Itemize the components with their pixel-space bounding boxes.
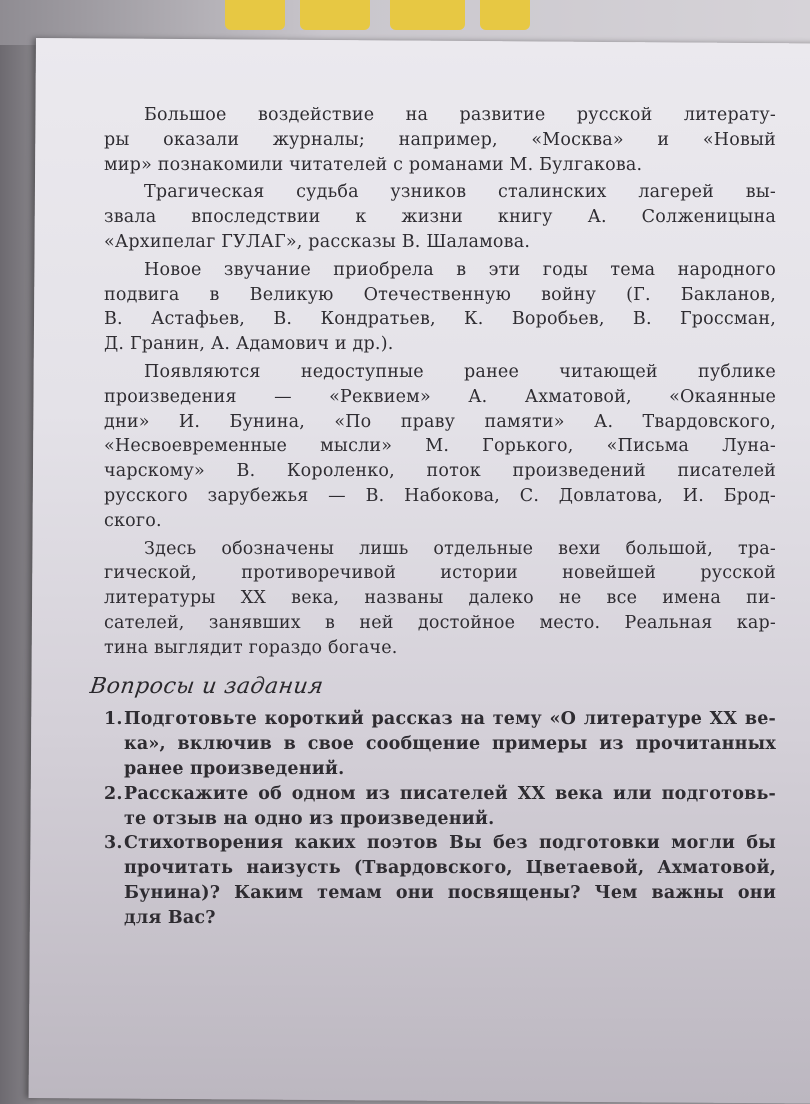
question-line: для Вас? <box>124 907 216 928</box>
body-paragraphs <box>104 103 776 661</box>
background-decoration <box>225 0 285 30</box>
text-line: «Архипелаг ГУЛАГ», рассказы В. Шаламова. <box>104 231 531 252</box>
question-line: Расскажите об одном из писателей XX века или подготовь- <box>124 783 776 804</box>
text-line: русского зарубежья — В. Набокова, С. Довлатова, И. Брод- <box>104 485 776 506</box>
text-line: дни» И. Бунина, «По праву памяти» А. Твардовского, <box>104 411 776 432</box>
text-line: тина выглядит гораздо богаче. <box>104 637 398 658</box>
paragraph <box>104 103 776 177</box>
question-line: те отзыв на одно из произведений. <box>124 808 495 829</box>
question-item <box>104 782 776 832</box>
question-line: прочитать наизусть (Твардовского, Цветаевой, Ахматовой, <box>124 858 776 879</box>
paragraph <box>104 537 776 661</box>
question-item <box>104 707 776 781</box>
text-line: Здесь обозначены лишь отдельные вехи большой, тра- <box>144 538 776 559</box>
question-number: 1. <box>104 709 123 730</box>
question-number: 3. <box>104 833 123 854</box>
text-line: «Несвоевременные мысли» М. Горького, «Письма Луна- <box>104 436 776 457</box>
text-line: подвига в Великую Отечественную войну (Г. Бакланов, <box>104 284 776 305</box>
text-line: ры оказали журналы; например, «Москва» и «Новый <box>104 129 776 150</box>
question-line: ранее произведений. <box>124 758 345 779</box>
text-line: сателей, занявших в ней достойное место. Реальная кар- <box>104 612 776 633</box>
question-line: Подготовьте короткий рассказ на тему «О литературе XX ве- <box>124 709 776 730</box>
questions-heading: Вопросы и задания <box>88 673 326 699</box>
background-decoration <box>390 0 465 30</box>
text-line: мир» познакомили читателей с романами М. Булгакова. <box>104 154 643 175</box>
background-decoration <box>300 0 370 30</box>
question-line: Бунина)? Каким темам они посвящены? Чем важны они <box>124 882 776 903</box>
text-line: В. Астафьев, В. Кондратьев, К. Воробьев, В. Гроссман, <box>104 309 776 330</box>
text-line: произведения — «Реквием» А. Ахматовой, «Окаянные <box>104 386 776 407</box>
paragraph <box>104 258 776 357</box>
text-line: звала впоследствии к жизни книгу А. Солженицына <box>104 207 776 228</box>
question-line: ка», включив в свое сообщение примеры из прочитанных <box>124 734 776 755</box>
text-line: чарскому» В. Короленко, поток произведений писателей <box>104 461 776 482</box>
page-text <box>88 103 776 931</box>
text-line: Д. Гранин, А. Адамович и др.). <box>104 334 394 355</box>
text-line: Новое звучание приобрела в эти годы тема народного <box>144 259 776 280</box>
paragraph <box>104 180 776 254</box>
questions-list <box>104 707 776 930</box>
text-line: Большое воздействие на развитие русской литерату- <box>144 105 776 125</box>
background-decoration <box>480 0 530 30</box>
text-line: ского. <box>104 510 162 531</box>
question-number: 2. <box>104 783 123 804</box>
text-line: Появляются недоступные ранее читающей публике <box>144 361 776 382</box>
text-line: гической, противоречивой истории новейшей русской <box>104 563 776 584</box>
text-line: Трагическая судьба узников сталинских лагерей вы- <box>144 182 776 203</box>
text-line: литературы XX века, названы далеко не все имена пи- <box>104 588 776 609</box>
question-line: Стихотворения каких поэтов Вы без подготовки могли бы <box>124 833 776 854</box>
paragraph <box>104 360 776 534</box>
question-item <box>104 831 776 930</box>
